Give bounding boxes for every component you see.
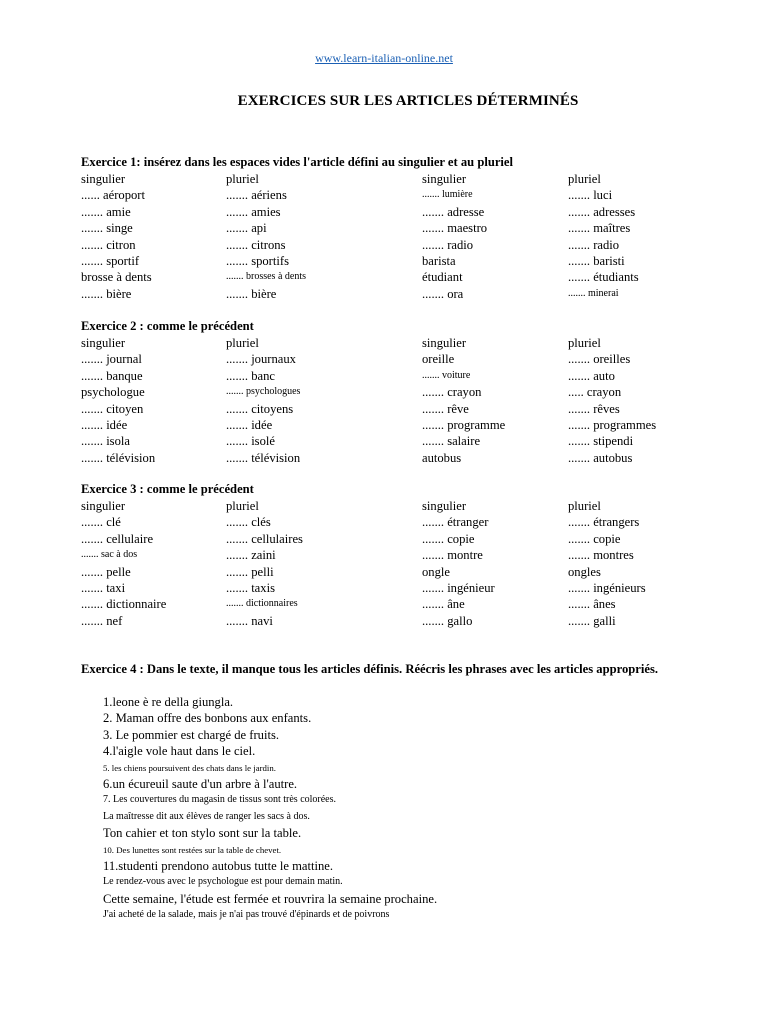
table-row [81, 433, 721, 449]
table-row [81, 580, 721, 596]
exercise-3-heading: Exercice 3 : comme le précédent [81, 482, 254, 496]
word-cell: ....... copie [422, 531, 475, 546]
word-cell: ...... aéroport [81, 188, 145, 203]
word-cell: ....... aériens [226, 188, 287, 203]
word-cell: oreille [422, 352, 455, 367]
word-cell: psychologue [81, 385, 145, 400]
word-cell: ....... cellulaire [81, 531, 154, 546]
word-cell: ....... galli [568, 613, 616, 628]
word-cell: ....... étranger [422, 515, 489, 530]
column-header: pluriel [226, 336, 259, 350]
table-row [81, 547, 721, 563]
sentence: Cette semaine, l'étude est fermée et rouvrira la semaine prochaine. [103, 891, 438, 906]
sentence: 3. Le pommier est chargé de fruits. [103, 727, 280, 742]
column-header: singulier [422, 499, 467, 513]
word-cell: ....... taxis [226, 580, 275, 595]
column-header: pluriel [568, 172, 601, 186]
table-row [81, 187, 721, 203]
table-row [81, 269, 721, 285]
word-cell: ....... nef [81, 613, 123, 628]
word-cell: ....... oreilles [568, 352, 631, 367]
column-header: pluriel [568, 336, 601, 350]
word-cell: ....... isolé [226, 434, 275, 449]
table-row [81, 220, 721, 236]
word-cell: ....... télévision [81, 450, 156, 465]
table-row [81, 613, 721, 629]
word-cell: ....... gallo [422, 613, 473, 628]
word-cell: ....... bière [81, 286, 132, 301]
word-cell: ....... programme [422, 417, 506, 432]
word-cell: autobus [422, 450, 462, 465]
sentence: 6.un écureuil saute d'un arbre à l'autre. [103, 776, 298, 791]
column-header: singulier [81, 172, 126, 186]
sentence: 4.l'aigle vole haut dans le ciel. [103, 744, 256, 759]
word-cell: ....... étrangers [568, 515, 640, 530]
word-cell: ....... zaini [226, 548, 276, 563]
table-row [81, 286, 721, 302]
word-cell: ....... crayon [422, 385, 482, 400]
page-title: EXERCICES SUR LES ARTICLES DÉTERMINÉS [237, 93, 579, 109]
column-header: singulier [81, 499, 126, 513]
sentence: 1.leone è re della giungla. [103, 695, 234, 709]
word-cell: ....... auto [568, 368, 615, 383]
sentence: 11.studenti prendono autobus tutte le mattine. [103, 858, 334, 873]
exercise-4-sentences [103, 694, 493, 923]
word-cell: ....... radio [422, 237, 474, 252]
table-row [81, 514, 721, 530]
word-cell: ....... baristi [568, 253, 625, 268]
word-cell: ....... maestro [422, 221, 488, 236]
word-cell: ....... adresse [422, 204, 485, 219]
sentence: La maîtresse dit aux élèves de ranger les sacs à dos. [103, 810, 310, 822]
column-header: singulier [81, 336, 126, 350]
word-cell: ....... étudiants [568, 270, 639, 285]
word-cell: ....... voiture [422, 369, 471, 381]
word-cell: ....... clés [226, 515, 271, 530]
word-cell: ongle [422, 564, 450, 579]
word-cell: ....... maîtres [568, 221, 631, 236]
sentence: Ton cahier et ton stylo sont sur la table. [103, 826, 302, 841]
word-cell: ....... stipendi [568, 434, 634, 449]
word-cell: ....... sportif [81, 253, 140, 268]
word-cell: ....... dictionnaires [226, 598, 298, 610]
word-cell: ....... dictionnaire [81, 597, 167, 612]
word-cell: ..... crayon [568, 385, 622, 400]
word-cell: brosse à dents [81, 270, 152, 285]
word-cell: ....... clé [81, 515, 121, 530]
word-cell: ....... journal [81, 352, 142, 367]
word-cell: ....... ingénieurs [568, 580, 646, 595]
word-cell: ....... idée [81, 417, 128, 432]
exercise-2-heading: Exercice 2 : comme le précédent [81, 319, 254, 333]
word-cell: ....... amie [81, 204, 131, 219]
word-cell: ....... api [226, 221, 267, 236]
site-link[interactable]: www.learn-italian-online.net [315, 51, 453, 65]
word-cell: ....... citron [81, 237, 136, 252]
word-cell: ....... rêve [422, 401, 469, 416]
word-cell: ....... cellulaires [226, 531, 303, 546]
word-cell: ....... ora [422, 286, 464, 301]
word-cell: barista [422, 253, 456, 268]
exercise-4-heading: Exercice 4 : Dans le texte, il manque tous les articles définis. Réécris les phrases avec les articles appropriés. [81, 662, 658, 676]
column-header-row [81, 335, 721, 351]
table-row [81, 237, 721, 253]
word-cell: ....... adresses [568, 204, 636, 219]
table-row [81, 564, 721, 580]
word-cell: ....... banc [226, 368, 275, 383]
table-row [81, 368, 721, 384]
word-cell: ....... citoyens [226, 401, 294, 416]
word-cell: ....... autobus [568, 450, 633, 465]
table-row [81, 351, 721, 367]
word-cell: ....... taxi [81, 580, 126, 595]
table-row [81, 401, 721, 417]
table-row [81, 596, 721, 612]
exercise-1-table [81, 171, 721, 302]
word-cell: étudiant [422, 270, 463, 285]
word-cell: ....... salaire [422, 434, 481, 449]
word-cell: ....... pelle [81, 564, 131, 579]
exercise-1-heading: Exercice 1: insérez dans les espaces vides l'article défini au singulier et au pluriel [81, 155, 513, 169]
column-header: pluriel [226, 172, 259, 186]
exercise-3-table [81, 498, 721, 629]
word-cell: ....... bière [226, 286, 277, 301]
table-row [81, 204, 721, 220]
column-header-row [81, 171, 721, 187]
column-header: singulier [422, 172, 467, 186]
table-row [81, 450, 721, 466]
word-cell: ....... luci [568, 188, 613, 203]
word-cell: ....... banque [81, 368, 143, 383]
word-cell: ....... idée [226, 417, 273, 432]
column-header-row [81, 498, 721, 514]
word-cell: ....... journaux [226, 352, 296, 367]
sentence: 2. Maman offre des bonbons aux enfants. [103, 711, 312, 726]
table-row [81, 253, 721, 269]
word-cell: ....... montre [422, 548, 483, 563]
word-cell: ....... copie [568, 531, 621, 546]
word-cell: ....... citrons [226, 237, 286, 252]
sentence: 5. les chiens poursuivent des chats dans le jardin. [103, 762, 276, 773]
table-row [81, 531, 721, 547]
word-cell: ....... pelli [226, 564, 274, 579]
column-header: pluriel [568, 499, 601, 513]
word-cell: ....... programmes [568, 417, 657, 432]
word-cell: ....... amies [226, 204, 281, 219]
word-cell: ....... sac à dos [81, 549, 138, 561]
table-row [81, 384, 721, 400]
word-cell: ongles [568, 564, 601, 579]
sentence: 7. Les couvertures du magasin de tissus sont très colorées. [103, 794, 337, 806]
sentence: 10. Des lunettes sont restées sur la table de chevet. [103, 844, 282, 855]
column-header: pluriel [226, 499, 259, 513]
word-cell: ....... sportifs [226, 253, 289, 268]
exercise-2-table [81, 335, 721, 466]
word-cell: ....... navi [226, 613, 273, 628]
word-cell: ....... montres [568, 548, 634, 563]
sentence: J'ai acheté de la salade, mais je n'ai pas trouvé d'épinards et de poivrons [103, 909, 390, 921]
word-cell: ....... rêves [568, 401, 620, 416]
word-cell: ....... ingénieur [422, 580, 495, 595]
word-cell: ....... citoyen [81, 401, 144, 416]
word-cell: ....... ânes [568, 597, 616, 612]
word-cell: ....... psychologues [226, 386, 301, 398]
word-cell: ....... minerai [568, 287, 619, 299]
word-cell: ....... singe [81, 221, 133, 236]
word-cell: ....... brosses à dents [226, 271, 306, 283]
table-row [81, 417, 721, 433]
word-cell: ....... radio [568, 237, 620, 252]
word-cell: ....... isola [81, 434, 130, 449]
word-cell: ....... lumière [422, 189, 473, 201]
column-header: singulier [422, 336, 467, 350]
word-cell: ....... âne [422, 597, 465, 612]
sentence: Le rendez-vous avec le psychologue est pour demain matin. [103, 876, 343, 888]
word-cell: ....... télévision [226, 450, 301, 465]
